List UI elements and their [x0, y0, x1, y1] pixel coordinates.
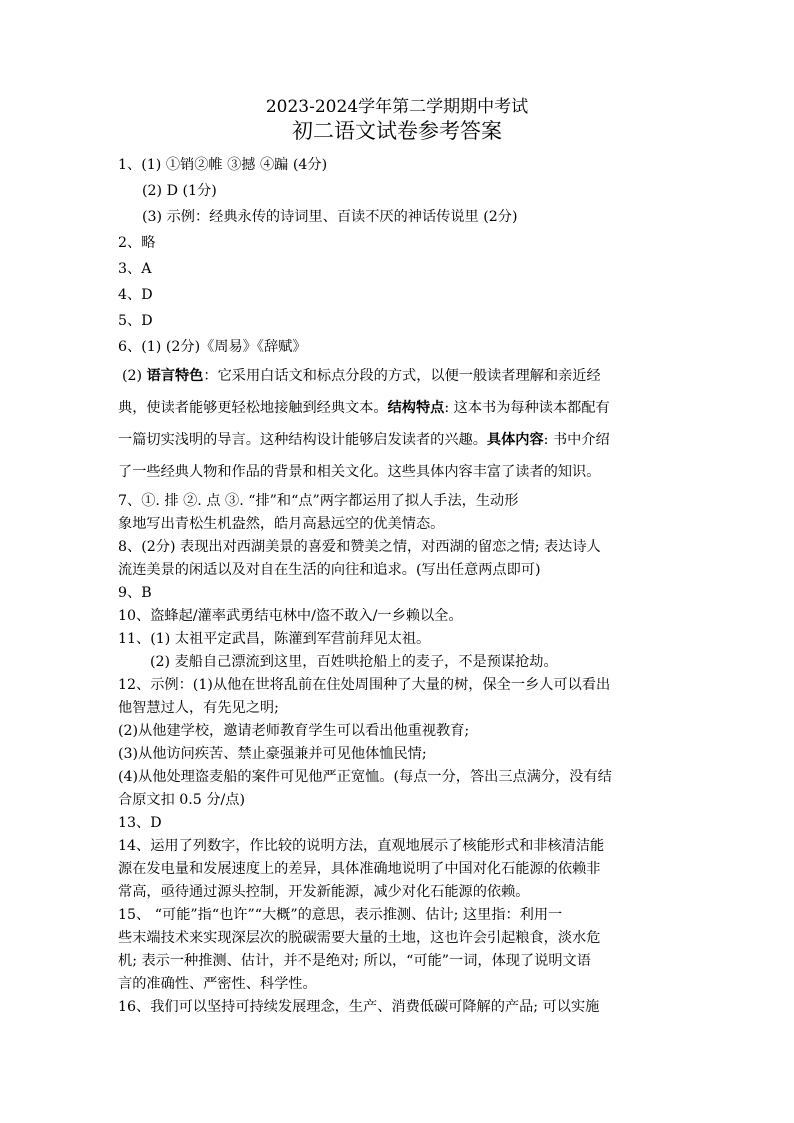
answer-q14-line2: 源在发电量和发展速度上的差异，具体准确地说明了中国对化石能源的依赖非	[118, 861, 601, 877]
answer-q6-2-text-2: 典，使读者能够更轻松地接触到经典文本。	[118, 400, 388, 416]
answer-q4: 4、D	[118, 287, 153, 303]
answer-q11-1: 11、(1) 太祖平定武昌，陈灌到军营前拜见太祖。	[118, 631, 431, 647]
answer-q1-3: (3) 示例：经典永传的诗词里、百读不厌的神话传说里 (2分)	[142, 209, 518, 225]
answer-q15-line2: 些末端技术来实现深层次的脱碳需要大量的土地，这也许会引起粮食，淡水危	[118, 930, 601, 946]
answer-q9: 9、B	[118, 585, 152, 601]
exam-subtitle: 初二语文试卷参考答案	[292, 119, 502, 143]
answer-q2: 2、略	[118, 235, 156, 251]
answer-q12-line5: (4)从他处理盗麦船的案件可见他严正宽恤。(每点一分，答出三点满分，没有结	[118, 769, 612, 785]
answer-q6-2-bold-content: 具体内容	[486, 432, 544, 448]
answer-q6-2-text-3: : 这本书为每种读本都配有	[444, 400, 610, 416]
answer-q6-1: 6、(1) (2分)《周易》《辞赋》	[118, 339, 307, 355]
answer-q6-2-bold-language: 语言特色	[146, 368, 204, 384]
answer-q7	[118, 490, 678, 536]
answer-q8-line2: 流连美景的闲适以及对自在生活的向往和追求。(写出任意两点即可)	[118, 562, 541, 578]
answer-q15-line3: 机; 表示一种推测、估计，并不是绝对; 所以，“可能”一词，体现了说明文语	[118, 953, 591, 969]
answer-q12-line1: 12、示例：(1)从他在世将乱前在住处周围种了大量的树，保全一乡人可以看出	[118, 677, 611, 693]
exam-title: 2023-2024学年第二学期期中考试	[265, 97, 529, 117]
answer-q12-line6: 合原文扣 0.5 分/点)	[118, 792, 246, 808]
answer-q13: 13、D	[118, 815, 162, 831]
answer-q6-2-line3	[118, 424, 678, 456]
answer-q14-line1: 14、运用了列数字，作比较的说明方法，直观地展示了核能形式和非核清洁能	[118, 838, 605, 854]
answer-q5: 5、D	[118, 313, 153, 329]
answer-q10: 10、盗蜂起/灌率武勇结屯林中/盗不敢入/一乡赖以全。	[118, 608, 463, 624]
answer-q8-to-q16	[118, 536, 678, 1019]
answer-q6-2	[118, 360, 678, 488]
answer-q6-2-line4: 了一些经典人物和作品的背景和相关文化。这些具体内容丰富了读者的知识。	[118, 464, 601, 480]
answer-q6-2-line1	[118, 360, 678, 392]
answer-q14-line3: 常高，亟待通过源头控制，开发新能源，减少对化石能源的依赖。	[118, 884, 530, 900]
answer-q6-2-bold-structure: 结构特点	[387, 400, 445, 416]
answer-q6-2-text-5: : 书中介绍	[543, 432, 610, 448]
answer-q8-line1: 8、(2分) 表现出对西湖美景的喜爱和赞美之情，对西湖的留恋之情; 表达诗人	[118, 539, 601, 555]
answer-q7-line2: 象地写出青松生机盎然，皓月高悬远空的优美情态。	[118, 516, 445, 532]
answer-q16-line1: 16、我们可以坚持可持续发展理念，生产、消费低碳可降解的产品; 可以实施	[118, 999, 600, 1015]
answer-q1-2: (2) D (1分)	[142, 183, 217, 199]
answer-body	[118, 152, 678, 1019]
answer-q7-line1: 7、①. 排 ②. 点 ③. “排”和“点”两字都运用了拟人手法，生动形	[118, 493, 519, 509]
answer-q12-line4: (3)从他访问疾苦、禁止豪强兼并可见他体恤民情;	[118, 746, 427, 762]
answer-q12-line3: (2)从他建学校，邀请老师教育学生可以看出他重视教育;	[118, 723, 470, 739]
answer-q15-line4: 言的准确性、严密性、科学性。	[118, 976, 317, 992]
answer-q11-2: (2) 麦船自己漂流到这里，百姓哄抢船上的麦子，不是预谋抢劫。	[150, 654, 558, 670]
answer-q6-2-text-1: ：它采用白话文和标点分段的方式，以便一般读者理解和亲近经	[203, 368, 601, 384]
answer-q15-line1: 15、 “可能”指“也许”“大概”的意思，表示推测、估计; 这里指：利用一	[118, 907, 563, 923]
answer-q6-2-text-4: 一篇切实浅明的导言。这种结构设计能够启发读者的兴趣。	[118, 432, 487, 448]
answer-q6-2-line2	[118, 392, 678, 424]
answer-q3: 3、A	[118, 261, 152, 277]
answer-q12-line2: 他智慧过人，有先见之明;	[118, 700, 279, 716]
answer-q1-1: 1、(1) ①销②帷 ③撼 ④蹁 (4分)	[118, 157, 328, 173]
answer-q6-2-prefix: (2)	[122, 368, 147, 384]
